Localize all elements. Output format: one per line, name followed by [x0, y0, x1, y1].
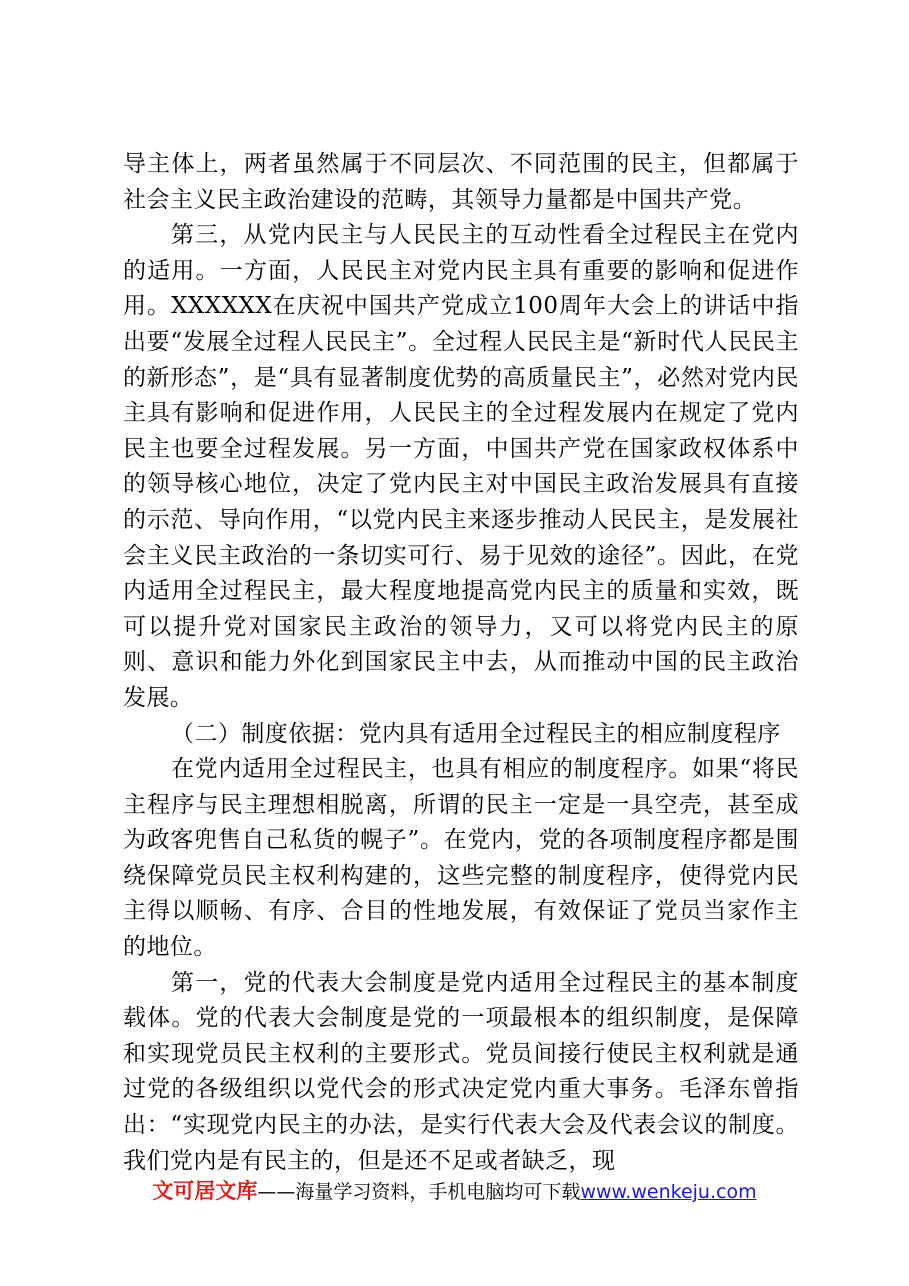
footer-banner	[0, 1175, 909, 1205]
body-paragraph: 在党内适用全过程民主，也具有相应的制度程序。如果“将民主程序与民主理想相脱离，所谓的民主一定是一具空壳，甚至成为政客兜售自己私货的幌子”。在党内，党的各项制度程序都是围绕保障党员民主权利构建的，这些完整的制度程序，使得党内民主得以顺畅、有序、合目的性地发展，有效保证了党员当家作主的地位。	[123, 756, 799, 961]
body-paragraph: 导主体上，两者虽然属于不同层次、不同范围的民主，但都属于社会主义民主政治建设的范畴，其领导力量都是中国共产党。	[123, 151, 799, 213]
body-paragraph: 第三，从党内民主与人民民主的互动性看全过程民主在党内的适用。一方面，人民民主对党内民主具有重要的影响和促进作用。XXXXXX在庆祝中国共产党成立100周年大会上的讲话中指出要“发展全过程人民民主”。全过程人民民主是“新时代人民民主的新形态”，是“具有显著制度优势的高质量民主”，必然对党内民主具有影响和促进作用，人民民主的全过程发展内在规定了党内民主也要全过程发展。另一方面，中国共产党在国家政权体系中的领导核心地位，决定了党内民主对中国民主政治发展具有直接的示范、导向作用，“以党内民主来逐步推动人民民主，是发展社会主义民主政治的一条切实可行、易于见效的途径”。因此，在党内适用全过程民主，最大程度地提高党内民主的质量和实效，既可以提升党对国家民主政治的领导力，又可以将党内民主的原则、意识和能力外化到国家民主中去，从而推动中国的民主政治发展。	[123, 222, 799, 711]
footer-link[interactable]: www.wenkeju.com	[580, 1181, 757, 1203]
footer-brand: 文可居文库	[152, 1179, 258, 1203]
body-paragraph: 第一，党的代表大会制度是党内适用全过程民主的基本制度载体。党的代表大会制度是党的一项最根本的组织制度，是保障和实现党员民主权利的主要形式。党员间接行使民主权利就是通过党的各级组织以党代会的形式决定党内重大事务。毛泽东曾指出：“实现党内民主的办法，是实行代表大会及代表会议的制度。我们党内是有民主的，但是还不足或者缺乏，现	[123, 969, 799, 1174]
footer-tagline: ——海量学习资料，手机电脑均可下载	[257, 1181, 581, 1203]
section-heading: （二）制度依据：党内具有适用全过程民主的相应制度程序	[171, 720, 781, 747]
document-body	[123, 147, 799, 1179]
